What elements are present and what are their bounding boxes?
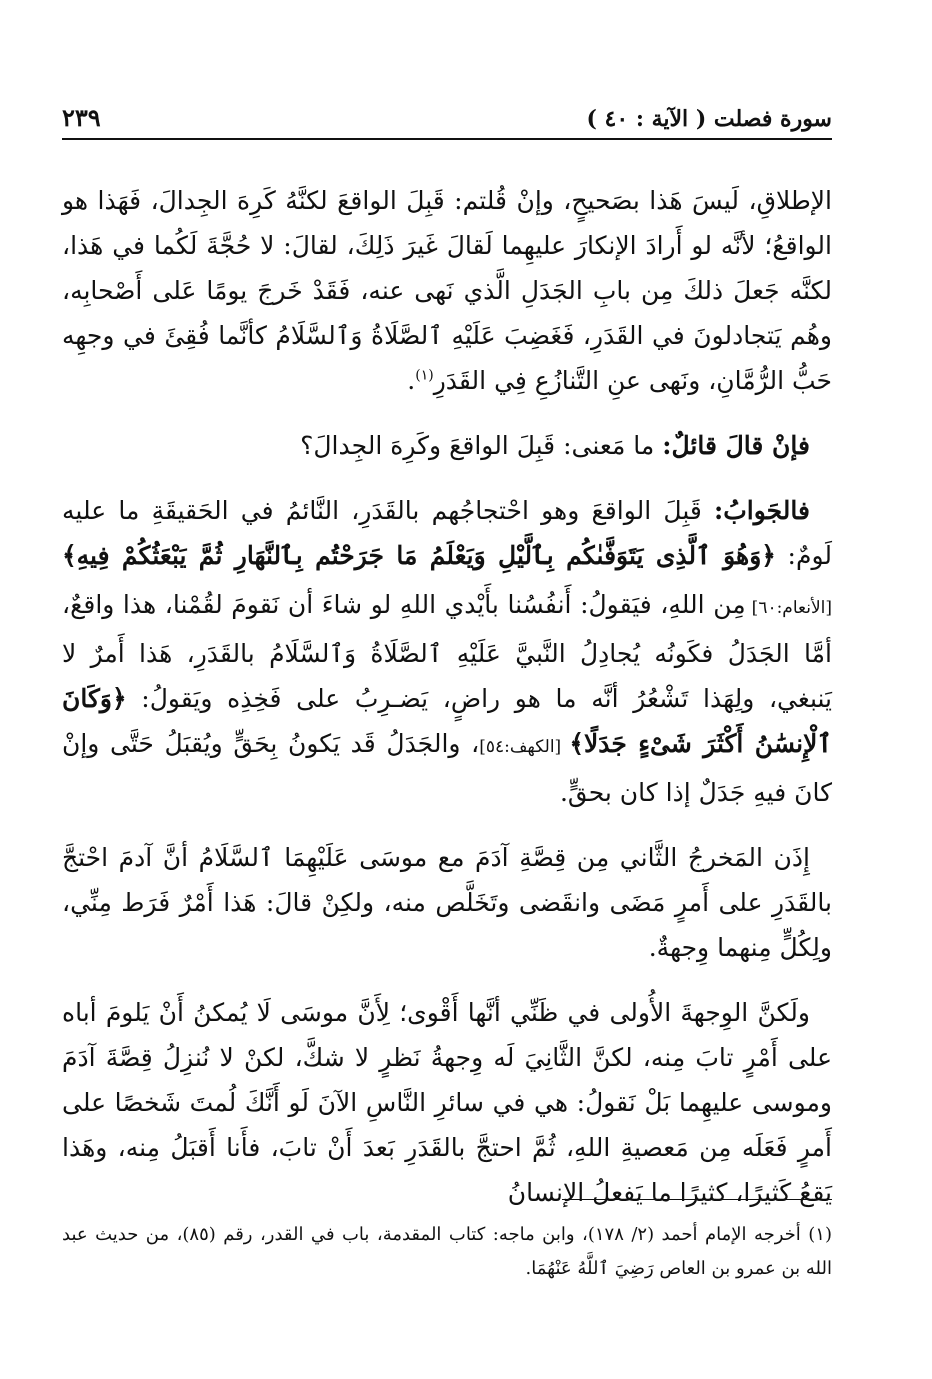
verse-reference: [الكهف:٥٤] bbox=[479, 737, 570, 757]
question-lead: فإنْ قالَ قائلٌ: bbox=[662, 431, 810, 460]
paragraph-4 bbox=[62, 835, 832, 970]
paragraph-3 bbox=[62, 488, 832, 815]
answer-lead: فالجَوابُ: bbox=[714, 496, 810, 525]
page-number: ٢٣٩ bbox=[62, 103, 101, 132]
main-text bbox=[62, 178, 832, 1235]
paragraph-5 bbox=[62, 990, 832, 1215]
quran-verse: ﴿وَكَانَ ٱلْإِنسَٰنُ أَكْثَرَ شَىْءٍ جَدَلًا﴾ bbox=[62, 684, 832, 758]
quran-verse: ﴿وَهُوَ ٱلَّذِى يَتَوَفَّىٰكُم بِٱلَّيْلِ وَيَعْلَمُ مَا جَرَحْتُم بِٱلنَّهَارِ ثُمَّ يَبْعَثُكُمْ فِيهِ﴾ bbox=[62, 541, 776, 570]
paragraph-1 bbox=[62, 178, 832, 403]
paragraph-text: الإطلاقِ، لَيسَ هَذا بصَحيحٍ، وإنْ قُلتم: قَبِلَ الواقعَ لكنَّهُ كَرِهَ الجِدالَ، فَهَذا هو الواقعُ؛ لأنَّه لو أَرادَ الإنكارَ عليهِما لَقالَ غَيرَ ذَلِكَ، لقالَ: لا حُجَّةَ لَكُما في هَذا، لكنَّه جَعلَ ذلكَ مِن بابِ الجَدَلِ الَّذي نَهى عنه، فَقَدْ خَرجَ يومًا عَلى أَصْحابِه، وهُم يَتجادلونَ في القَدَرِ، فَغَضِبَ عَلَيْهِ ٱلصَّلَاةُ وَٱلسَّلَامُ كأنَّما فُقِئَ في وجهِه حَبُّ الرُّمَّانِ، ونَهى عنِ التَّنازُعِ فِي القَدَرِ bbox=[62, 186, 832, 395]
paragraph-text: ما مَعنى: قَبِلَ الواقعَ وكَرِهَ الجِدالَ؟ bbox=[300, 431, 663, 460]
footnote-text: (١) أخرجه الإمام أحمد (٢/ ١٧٨)، وابن ماجه: كتاب المقدمة، باب في القدر، رقم (٨٥)، من حديث عبد الله بن عمرو بن العاص رَضِيَ ٱللَّهُ عَنْهُمَا. bbox=[62, 1224, 832, 1279]
running-title: سورة فصلت ( الآية : ٤٠ ) bbox=[586, 106, 832, 132]
verse-reference: [الأنعام:٦٠] bbox=[745, 598, 832, 618]
footnote-marker[interactable]: (١) bbox=[415, 367, 434, 384]
paragraph-text: ولَكنَّ الوِجهةَ الأُولى في ظَنِّي أنَّها أَقْوى؛ لِأَنَّ موسَى لَا يُمكنُ أَنْ يَلومَ أباه على أَمْرٍ تابَ مِنه، لكنَّ الثَّانِيَ لَه وِجهةُ نَظرٍ لا شكَّ، لكنْ لا نُنزِلُ قِصَّةَ آدَمَ وموسى عليهِما بَلْ نَقولُ: هي في سائرِ النَّاسِ الآنَ لَو أَنَّكَ لُمتَ شَخصًا على أَمرٍ فَعَلَه مِن مَعصيةِ اللهِ، ثُمَّ احتجَّ بالقَدَرِ بَعدَ أَنْ تابَ، فأَنا أَقبَلُ مِنه، وهَذا يَقعُ كَثيرًا، كثيرًا ما يَفعلُ الإنسانُ bbox=[62, 998, 832, 1207]
paragraph-tail: . bbox=[407, 366, 416, 395]
footnote-divider bbox=[562, 1199, 832, 1200]
paragraph-text: قَبِلَ الواقعَ وهو احْتجاجُهم بالقَدَرِ، النَّائمُ في الحَقيقَةِ ما عليه لَومٌ: bbox=[62, 496, 832, 570]
paragraph-text: ، والجَدَلُ قَد يَكونُ بِحَقٍّ ويُقبَلُ حَتَّى وإنْ كانَ فيهِ جَدَلٌ إذا كان بحقٍّ. bbox=[62, 729, 832, 807]
footnote bbox=[62, 1218, 832, 1286]
header-divider bbox=[62, 138, 832, 140]
paragraph-2 bbox=[62, 423, 832, 468]
paragraph-text: مِن اللهِ، فيَقولُ: أَنفُسُنا بأَيْدي اللهِ لو شاءَ أن نَقومَ لقُمْنا، هذا واقعٌ، أمَّا الجَدَلُ فكَونُه يُجادِلُ النَّبيَّ عَلَيْهِ ٱلصَّلَاةُ وَٱلسَّلَامُ بالقَدَرِ، هَذا أَمرٌ لا يَنبغي، ولِهَذا تَشْعُرُ أنَّه ما هو راضٍ، يَضـرِبُ على فَخِذِه ويَقولُ: bbox=[62, 590, 832, 713]
page-header bbox=[62, 92, 832, 132]
paragraph-text: إِذَن المَخرجُ الثَّاني مِن قِصَّةِ آدَمَ مع موسَى عَلَيْهِمَا ٱلسَّلَامُ أنَّ آدمَ احْتجَّ بالقَدَرِ على أَمرٍ مَضَى وانقَضى وتَخَلَّص منه، ولكِنْ قالَ: هَذا أَمْرٌ فَرَط مِنِّي، ولِكُلٍّ مِنهما وِجهةٌ. bbox=[62, 843, 832, 962]
